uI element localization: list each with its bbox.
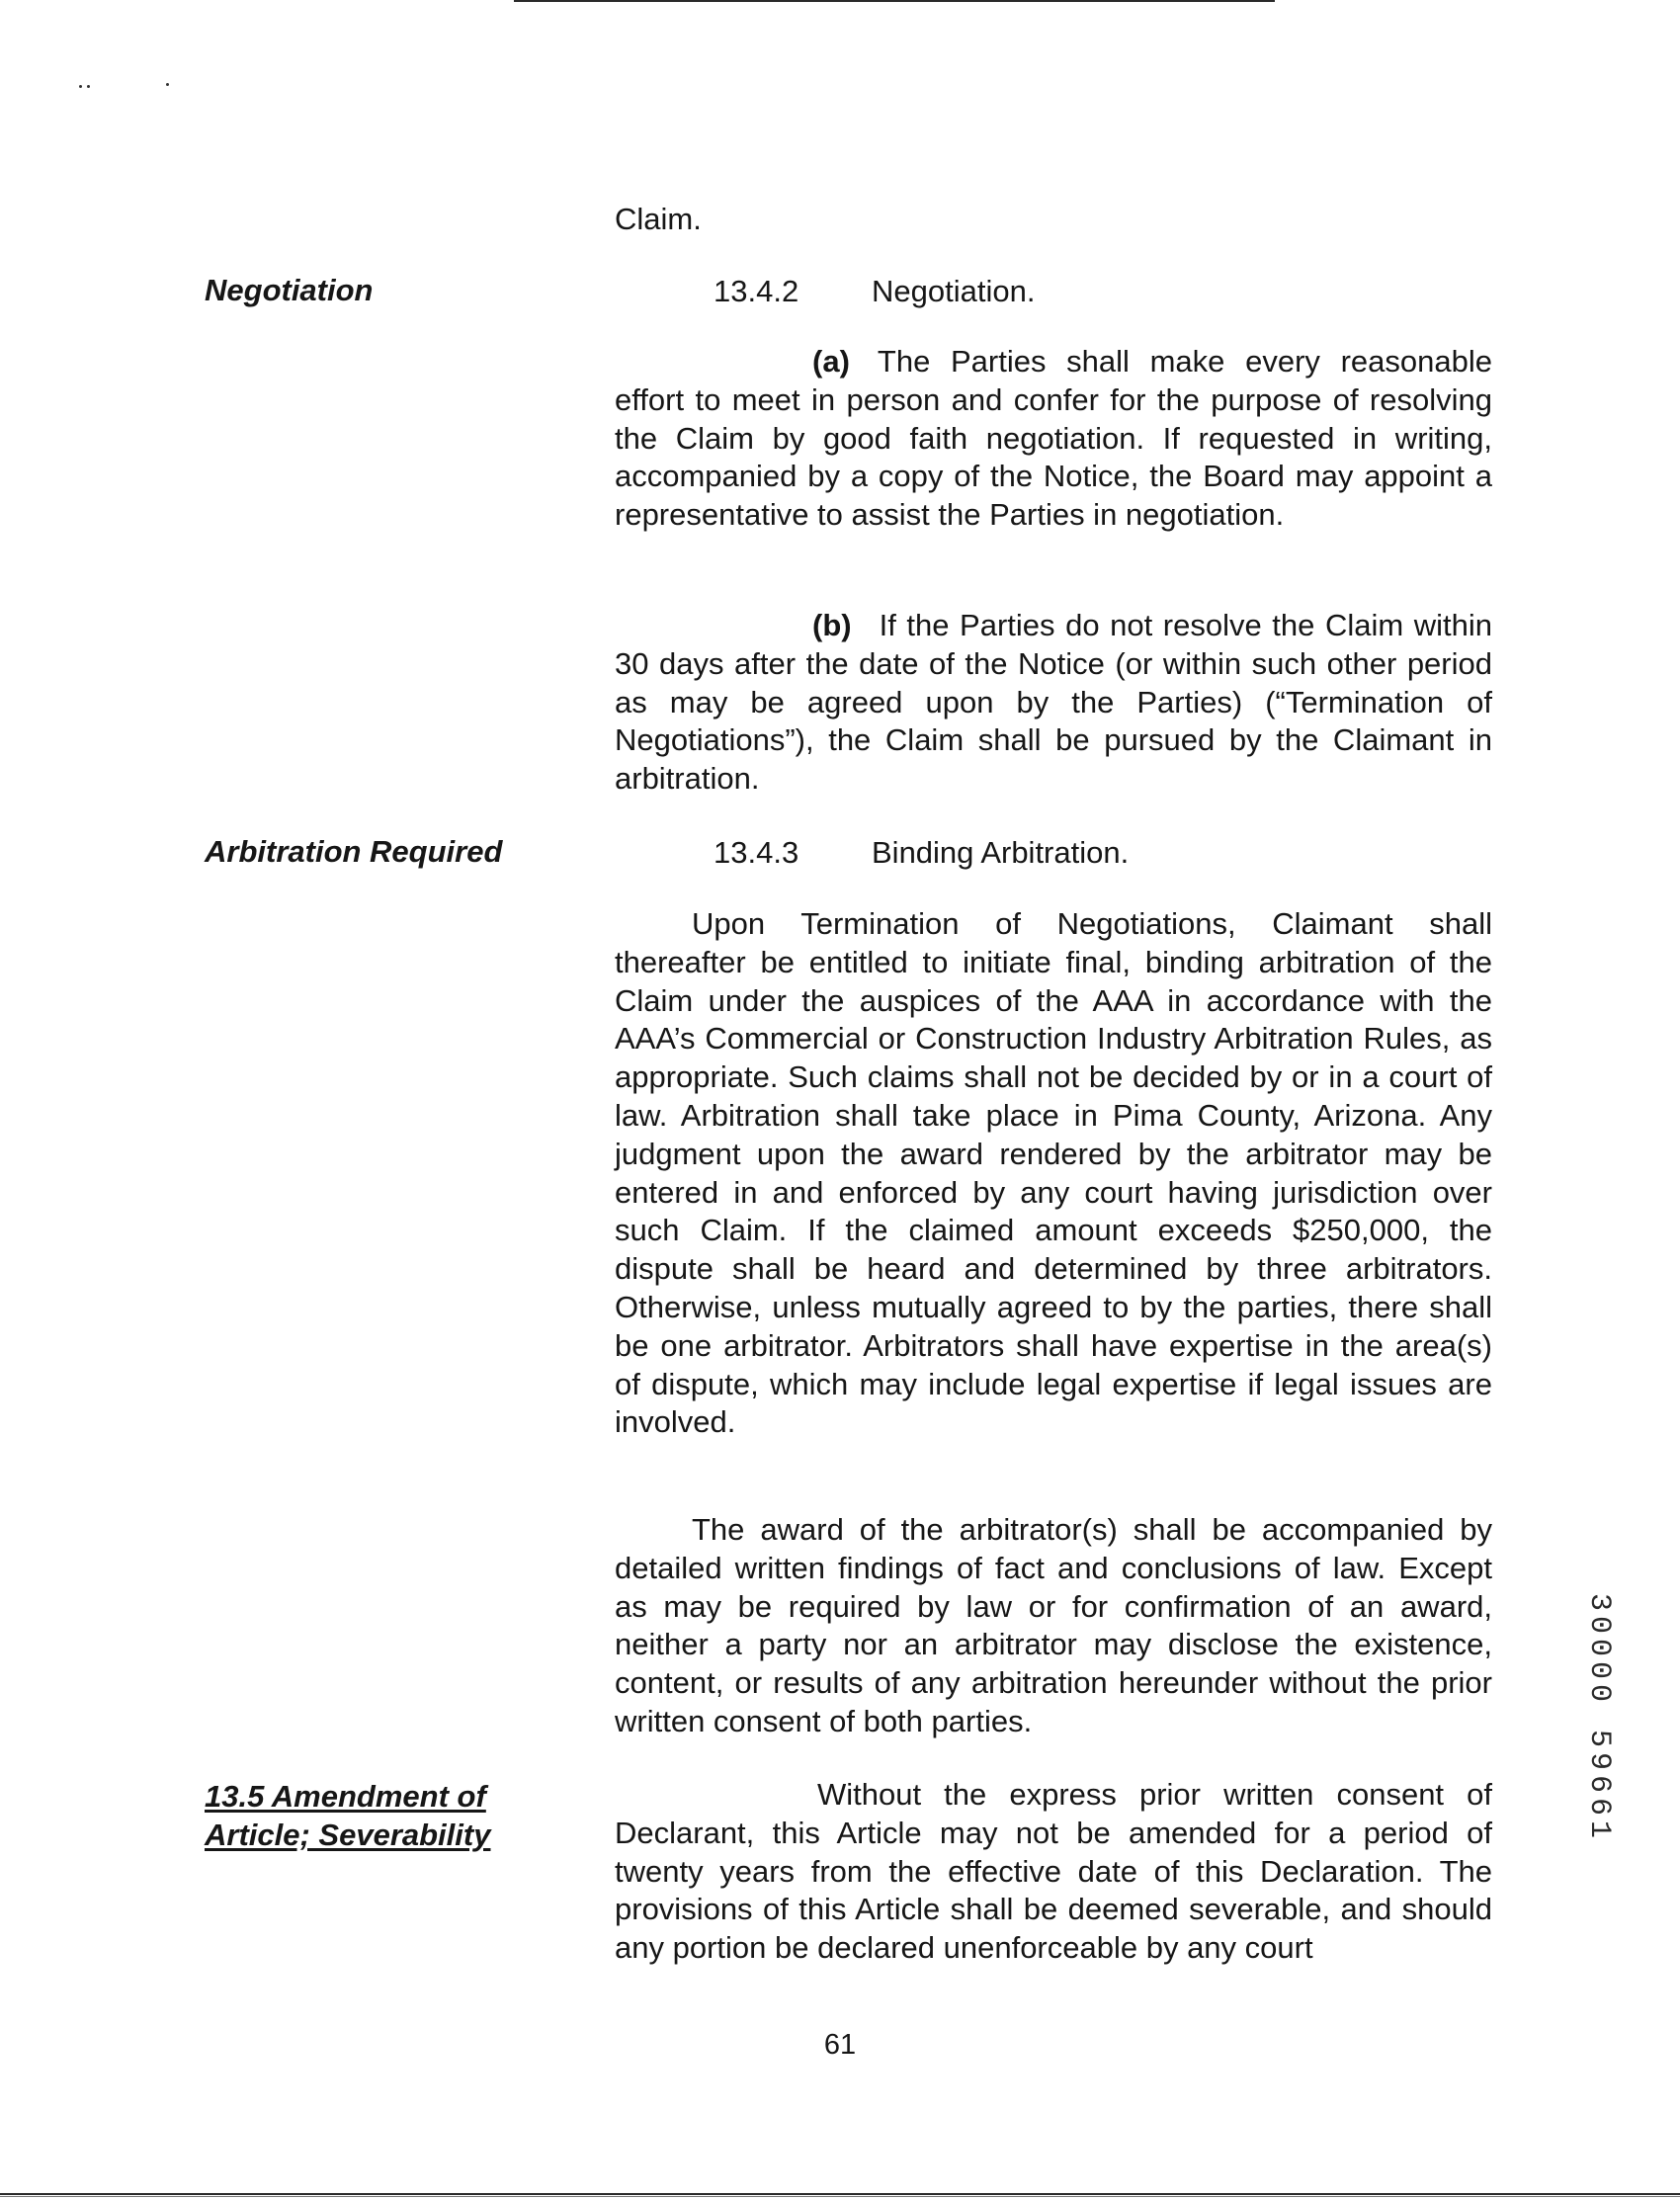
section-title: Negotiation. xyxy=(872,274,1036,308)
paragraph-13-4-2-b xyxy=(615,607,1492,799)
scan-bottom-border xyxy=(0,2193,1680,2195)
margin-heading-negotiation: Negotiation xyxy=(205,273,374,307)
scan-top-border xyxy=(514,0,1275,2)
section-13-4-3-heading xyxy=(714,833,1129,872)
paragraph-13-4-2-a xyxy=(615,343,1492,535)
carryover-text: Claim. xyxy=(615,202,702,236)
scan-speck xyxy=(79,85,82,88)
paragraph-text: The Parties shall make every reasonable effort to meet in person and confer for the purpose of resolving the Claim by good faith negotiation. If requested in writing, accompanied by a copy of the Notice, the Board may appoint a representative to assist the Parties in negotiation. xyxy=(615,344,1492,533)
section-number: 13.4.2 xyxy=(714,274,799,308)
page-number: 61 xyxy=(823,2029,857,2061)
section-13-4-2-heading xyxy=(714,272,1035,310)
paragraph-label: (b) xyxy=(812,608,852,642)
margin-heading-arbitration-required: Arbitration Required xyxy=(205,834,503,869)
scan-bottom-border-shadow xyxy=(0,2196,1680,2197)
paragraph-amendment-severability: Without the express prior written consent of Declarant, this Article may not be amended for a period of twenty years from the effective date of this Declaration. The provisions of this Article shall be deemed severable, and should any portion be declared unenforceable by any court xyxy=(615,1777,1492,1966)
scan-speck xyxy=(87,85,90,88)
margin-heading-amendment-line2: Article; Severability xyxy=(205,1818,491,1852)
bates-number-stamp: 30000 59661 xyxy=(1582,1593,1616,1844)
paragraph-award-findings: The award of the arbitrator(s) shall be accompanied by detailed written findings of fact and conclusions of law. Except as may be required by law or for confirmation of an award, neither a party nor an arbitrator may disclose the existence, content, or results of any arbitration hereunder without the prior written consent of both parties. xyxy=(615,1512,1492,1738)
paragraph-label: (a) xyxy=(812,344,850,379)
margin-heading-amendment-line1: 13.5 Amendment of xyxy=(205,1779,486,1814)
paragraph-text: If the Parties do not resolve the Claim within 30 days after the date of the Notice (or within such other period as may be agreed upon by the Parties) (“Termination of Negotiations”), the Claim shall be pursued by the Claimant in arbitration. xyxy=(615,608,1492,797)
section-number: 13.4.3 xyxy=(714,835,799,870)
paragraph-binding-arbitration: Upon Termination of Negotiations, Claimant shall thereafter be entitled to initiate final, binding arbitration of the Claim under the auspices of the AAA in accordance with the AAA’s Commercial or Construction Industry Arbitration Rules, as appropriate. Such claims shall not be decided by or in a court of law. Arbitration shall take place in Pima County, Arizona. Any judgment upon the award rendered by the arbitrator may be entered in and enforced by any court having jurisdiction over such Claim. If the claimed amount exceeds $250,000, the dispute shall be heard and determined by three arbitrators. Otherwise, unless mutually agreed to by the parties, there shall be one arbitrator. Arbitrators shall have expertise in the area(s) of dispute, which may include legal expertise if legal issues are involved. xyxy=(615,906,1492,1440)
scan-speck xyxy=(166,83,169,86)
margin-heading-amendment xyxy=(205,1777,490,1854)
section-title: Binding Arbitration. xyxy=(872,835,1130,870)
